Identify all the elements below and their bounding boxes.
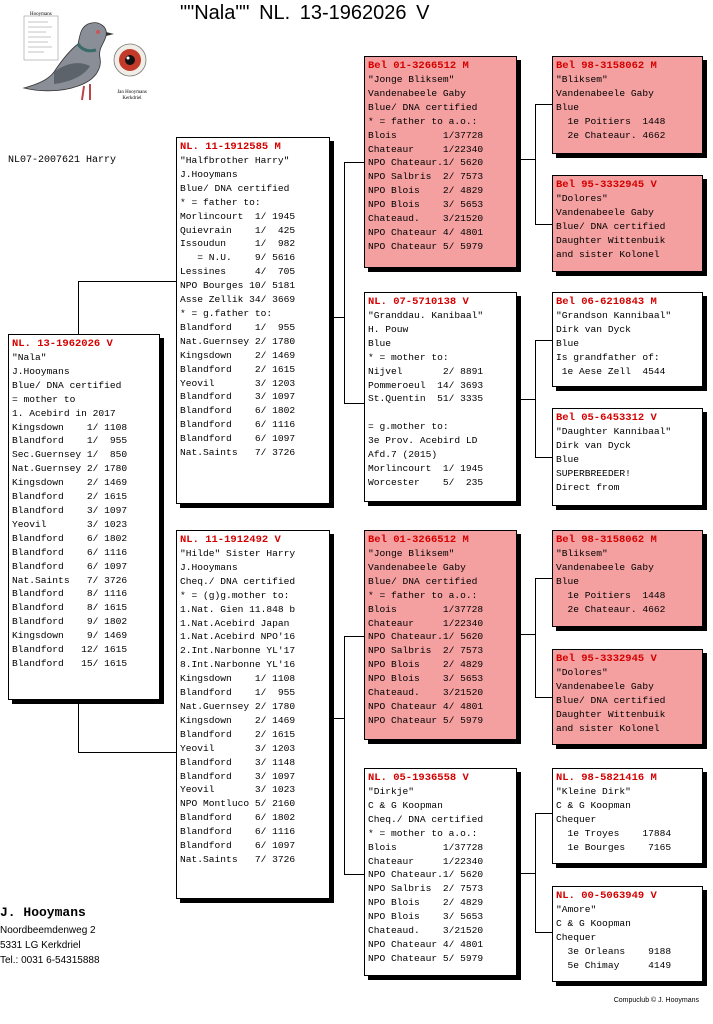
sire-note: NL07-2007621 Harry	[8, 155, 117, 166]
card-line: Vandenabeele Gaby	[368, 561, 466, 573]
connector	[78, 281, 79, 336]
card-line: Blandford 8/ 1116	[12, 588, 128, 600]
card-line: Morlincourt 1/ 1945	[368, 462, 484, 474]
dss-card	[552, 530, 703, 627]
footer-credit: Compuclub © J. Hooymans	[613, 997, 699, 1004]
card-line: NPO Chateaur 4/ 4801	[368, 938, 484, 950]
ring-number: Bel 98-3158062 M	[556, 534, 657, 546]
card-line: Blandford 12/ 1615	[12, 644, 128, 656]
card-line: Issoudun 1/ 982	[180, 238, 296, 250]
card-line: NPO Salbris 2/ 7573	[368, 645, 484, 657]
card-line: 2e Chateaur. 4662	[556, 129, 666, 141]
card-line: NPO Blois 2/ 4829	[368, 897, 484, 909]
card-line: Blue/ DNA certified	[368, 101, 478, 113]
card-line: 2e Chateaur. 4662	[556, 603, 666, 615]
card-line: 1. Acebird in 2017	[12, 407, 116, 419]
card-line: Blue/ DNA certified	[12, 379, 122, 391]
card-line: J.Hooymans	[180, 561, 238, 573]
sire-dam-card	[364, 292, 517, 502]
card-line: Blandford 6/ 1116	[180, 826, 296, 838]
card-line: Morlincourt 1/ 1945	[180, 210, 296, 222]
card-line: "Halfbrother Harry"	[180, 155, 290, 166]
card-line: Blois 1/37728	[368, 129, 484, 141]
card-line: Vandenabeele Gaby	[556, 680, 654, 692]
connector	[78, 281, 178, 282]
card-line: Blandford 6/ 1116	[180, 419, 296, 431]
card-line: Kingsdown 1/ 1108	[180, 673, 296, 685]
card-line: * = mother to a.o.:	[368, 827, 478, 839]
card-line: Kingsdown 2/ 1469	[180, 349, 296, 361]
card-line: Blandford 6/ 1097	[12, 560, 128, 572]
card-line: Blue	[556, 453, 580, 465]
card-line: * = g.father to:	[180, 307, 273, 319]
card-line: Cheq./ DNA certified	[368, 813, 484, 825]
card-line: C & G Koopman	[368, 799, 443, 811]
card-line: NPO Montluco 5/ 2160	[180, 798, 296, 810]
card-line: 3e Orleans 9188	[556, 945, 672, 957]
card-line: H. Pouw	[368, 323, 409, 335]
card-line: Nat.Guernsey 2/ 1780	[12, 463, 128, 475]
connector	[344, 874, 364, 875]
connector	[535, 340, 552, 341]
card-line: Chateaur 1/22340	[368, 855, 484, 867]
connector	[344, 162, 345, 403]
card-line: 1e Poitiers 1448	[556, 589, 666, 601]
card-line: Cheq./ DNA certified	[180, 575, 296, 587]
card-line: Chateaud. 3/21520	[368, 925, 484, 937]
connector	[535, 932, 552, 933]
card-line: Blue/ DNA certified	[180, 182, 290, 194]
card-line: 2.Int.Narbonne YL'17	[180, 645, 296, 657]
card-line: 1.Nat.Acebird NPO'16	[180, 631, 296, 643]
connector	[330, 718, 344, 719]
card-line: Blandford 1/ 955	[180, 321, 296, 333]
sire-card	[176, 137, 330, 504]
card-line: "Dirkje"	[368, 786, 415, 797]
card-line: "Grandson Kannibaal"	[556, 310, 672, 321]
card-line: Nat.Saints 7/ 3726	[180, 447, 296, 459]
card-line: NPO Blois 3/ 5653	[368, 673, 484, 685]
ddd-card	[552, 886, 703, 982]
card-line: Blandford 2/ 1615	[180, 728, 296, 740]
card-line: Blois 1/37728	[368, 841, 484, 853]
card-line: NPO Chateaur.1/ 5620	[368, 631, 484, 643]
card-line: NPO Blois 3/ 5653	[368, 911, 484, 923]
card-line: J.Hooymans	[12, 365, 70, 377]
card-line: and sister Kolonel	[556, 722, 660, 734]
card-line: Blandford 9/ 1802	[12, 616, 128, 628]
connector	[535, 104, 552, 105]
card-line: Blandford 6/ 1116	[12, 546, 128, 558]
card-line: NPO Chateaur 5/ 5979	[368, 240, 484, 252]
card-line: Dirk van Dyck	[556, 439, 631, 451]
card-line: Blandford 6/ 1802	[12, 532, 128, 544]
ring-number: Bel 01-3266512 M	[368, 534, 469, 546]
card-line: "Hilde" Sister Harry	[180, 548, 296, 559]
card-line: 1.Nat. Gien 11.848 b	[180, 603, 296, 615]
card-line: Sec.Guernsey 1/ 850	[12, 449, 128, 461]
connector	[535, 457, 552, 458]
card-line: Lessines 4/ 705	[180, 266, 296, 278]
card-line: Yeovil 3/ 1023	[180, 784, 296, 796]
card-line: "Jonge Bliksem"	[368, 74, 455, 85]
ring-number: Bel 01-3266512 M	[368, 60, 469, 72]
logo	[18, 14, 158, 108]
card-line: NPO Blois 2/ 4829	[368, 659, 484, 671]
card-line: Blandford 2/ 1615	[12, 491, 128, 503]
card-line: Blandford 15/ 1615	[12, 657, 128, 669]
card-line: Chateaud. 3/21520	[368, 687, 484, 699]
sds-card	[552, 292, 703, 387]
sss-card	[552, 56, 703, 154]
connector	[517, 399, 535, 400]
card-line: = mother to	[12, 393, 76, 405]
card-line: "Bliksem"	[556, 548, 608, 559]
card-line: Kingsdown 9/ 1469	[12, 630, 128, 642]
card-line: Blandford 1/ 955	[180, 687, 296, 699]
card-line: * = father to:	[180, 196, 261, 208]
card-line: Asse Zellik 34/ 3669	[180, 294, 296, 306]
card-line: Blandford 3/ 1097	[180, 770, 296, 782]
card-line: Chequer	[556, 813, 597, 825]
card-line: 8.Int.Narbonne YL'16	[180, 659, 296, 671]
card-line: Yeovil 3/ 1203	[180, 377, 296, 389]
connector	[535, 578, 552, 579]
card-line: Pommeroeul 14/ 3693	[368, 379, 484, 391]
card-line: Blandford 2/ 1615	[180, 363, 296, 375]
card-line: C & G Koopman	[556, 799, 631, 811]
ring-number: NL. 13-1962026 V	[12, 338, 113, 350]
card-line: St.Quentin 51/ 3335	[368, 393, 484, 405]
card-line: "Dolores"	[556, 193, 608, 204]
card-line: Is grandfather of:	[556, 351, 660, 363]
card-line: Yeovil 3/ 1023	[12, 518, 128, 530]
card-line: Blois 1/37728	[368, 603, 484, 615]
card-line: Blue	[556, 101, 580, 113]
card-line: NPO Chateaur.1/ 5620	[368, 869, 484, 881]
card-line: Blandford 1/ 955	[12, 435, 128, 447]
card-line: Blandford 6/ 1097	[180, 840, 296, 852]
owner-address: Noordbeemdenweg 2	[0, 925, 96, 936]
card-line: Nat.Guernsey 2/ 1780	[180, 335, 296, 347]
ring-number: NL. 11-1912492 V	[180, 534, 281, 546]
card-line: and sister Kolonel	[556, 248, 660, 260]
card-line: Nat.Guernsey 2/ 1780	[180, 700, 296, 712]
card-line: NPO Chateaur 5/ 5979	[368, 952, 484, 964]
card-line: Blandford 6/ 1802	[180, 405, 296, 417]
connector	[535, 340, 536, 457]
card-line: NPO Chateaur 5/ 5979	[368, 714, 484, 726]
card-line: Blandford 8/ 1615	[12, 602, 128, 614]
card-line: Daughter Wittenbuik	[556, 708, 666, 720]
card-line: Kingsdown 2/ 1469	[12, 477, 128, 489]
card-line: "Dolores"	[556, 667, 608, 678]
card-line: Vandenabeele Gaby	[368, 87, 466, 99]
card-line: NPO Blois 2/ 4829	[368, 185, 484, 197]
card-line: Vandenabeele Gaby	[556, 206, 654, 218]
ring-number: NL. 98-5821416 M	[556, 772, 657, 784]
card-line: = g.mother to:	[368, 421, 449, 433]
connector	[344, 162, 364, 163]
card-line: "Jonge Bliksem"	[368, 548, 455, 559]
card-line: "Daughter Kannibaal"	[556, 426, 672, 437]
connector	[535, 697, 552, 698]
dam-sire-card	[364, 530, 517, 740]
ring-number: Bel 95-3332945 V	[556, 179, 657, 191]
card-line: Chateaur 1/22340	[368, 143, 484, 155]
card-line: "Nala"	[12, 352, 47, 363]
card-line: Yeovil 3/ 1203	[180, 742, 296, 754]
dam-card	[176, 530, 330, 899]
card-line: NPO Salbris 2/ 7573	[368, 883, 484, 895]
card-line: * = mother to:	[368, 351, 449, 363]
card-line: Blue	[556, 337, 580, 349]
sire-sire-card	[364, 56, 517, 268]
connector	[330, 317, 344, 318]
connector	[517, 873, 535, 874]
card-line: Nat.Saints 7/ 3726	[180, 853, 296, 865]
card-line: NPO Chateaur 4/ 4801	[368, 700, 484, 712]
connector	[517, 634, 535, 635]
connector	[535, 578, 536, 697]
card-line: Blue	[556, 575, 580, 587]
card-line: 1e Bourges 7165	[556, 841, 672, 853]
page-title: ""Nala"" NL. 13-1962026 V	[180, 2, 430, 24]
card-line: Blue/ DNA certified	[556, 694, 666, 706]
card-line: Dirk van Dyck	[556, 323, 631, 335]
card-line: = N.U. 9/ 5616	[180, 252, 296, 264]
ring-number: Bel 05-6453312 V	[556, 412, 657, 424]
card-line: Nijvel 2/ 8891	[368, 365, 484, 377]
ring-number: Bel 98-3158062 M	[556, 60, 657, 72]
card-line: "Bliksem"	[556, 74, 608, 85]
card-line: Vandenabeele Gaby	[556, 561, 654, 573]
card-line: 1e Poitiers 1448	[556, 115, 666, 127]
owner-name: J. Hooymans	[0, 905, 86, 920]
ssd-card	[552, 175, 703, 272]
card-line: * = father to a.o.:	[368, 589, 478, 601]
connector	[517, 159, 535, 160]
connector	[78, 752, 178, 753]
ring-number: NL. 05-1936558 V	[368, 772, 469, 784]
card-line: 1.Nat.Acebird Japan	[180, 617, 290, 629]
card-line: 1e Aese Zell 4544	[556, 365, 666, 377]
owner-city: 5331 LG Kerkdriel	[0, 940, 81, 951]
card-line: J.Hooymans	[180, 168, 238, 180]
card-line: Chequer	[556, 931, 597, 943]
dds-card	[552, 768, 703, 864]
card-line: Worcester 5/ 235	[368, 476, 484, 488]
logo-caption-right: Jan Hooymans Kerkdriel	[117, 90, 147, 101]
connector	[344, 403, 364, 404]
logo-caption-left: Hooymans	[30, 12, 52, 17]
ring-number: Bel 06-6210843 M	[556, 296, 657, 308]
card-line: C & G Koopman	[556, 917, 631, 929]
card-line: Blandford 3/ 1097	[12, 504, 128, 516]
ring-number: Bel 95-3332945 V	[556, 653, 657, 665]
card-line: "Amore"	[556, 904, 597, 915]
card-line: Kingsdown 1/ 1108	[12, 421, 128, 433]
dam-dam-card	[364, 768, 517, 976]
ring-number: NL. 07-5710138 V	[368, 296, 469, 308]
card-line: "Granddau. Kanibaal"	[368, 310, 484, 321]
card-line: Blandford 6/ 1097	[180, 433, 296, 445]
card-line: * = father to a.o.:	[368, 115, 478, 127]
card-line: Blue	[368, 337, 392, 349]
card-line: SUPERBREEDER!	[556, 467, 631, 479]
connector	[535, 813, 536, 932]
card-line: Blandford 6/ 1802	[180, 812, 296, 824]
card-line: Direct from	[556, 481, 620, 493]
card-line: Chateaud. 3/21520	[368, 213, 484, 225]
card-line: Afd.7 (2015)	[368, 449, 438, 461]
connector	[535, 224, 552, 225]
card-line: Quievrain 1/ 425	[180, 224, 296, 236]
card-line: 1e Troyes 17884	[556, 827, 672, 839]
card-line: NPO Chateaur 4/ 4801	[368, 226, 484, 238]
card-line: Daughter Wittenbuik	[556, 234, 666, 246]
connector	[78, 700, 79, 752]
card-line: NPO Bourges 10/ 5181	[180, 280, 296, 292]
card-line: Kingsdown 2/ 1469	[180, 714, 296, 726]
ring-number: NL. 00-5063949 V	[556, 890, 657, 902]
subject-card	[8, 334, 160, 700]
card-line: Blandford 3/ 1097	[180, 391, 296, 403]
card-line: Chateaur 1/22340	[368, 617, 484, 629]
card-line: NPO Chateaur.1/ 5620	[368, 157, 484, 169]
connector	[535, 104, 536, 224]
dsd-card	[552, 649, 703, 745]
connector	[344, 636, 364, 637]
card-line: NPO Blois 3/ 5653	[368, 199, 484, 211]
card-line: "Kleine Dirk"	[556, 786, 631, 797]
card-line: Blandford 3/ 1148	[180, 756, 296, 768]
owner-phone: Tel.: 0031 6-54315888	[0, 955, 100, 966]
ring-number: NL. 11-1912585 M	[180, 141, 281, 153]
connector	[344, 636, 345, 874]
card-line: Nat.Saints 7/ 3726	[12, 574, 128, 586]
sdd-card	[552, 408, 703, 506]
connector	[535, 813, 552, 814]
card-line: Vandenabeele Gaby	[556, 87, 654, 99]
card-line: * = (g)g.mother to:	[180, 589, 290, 601]
card-line: NPO Salbris 2/ 7573	[368, 171, 484, 183]
card-line: 5e Chimay 4149	[556, 959, 672, 971]
card-line	[368, 406, 513, 420]
card-line: Blue/ DNA certified	[368, 575, 478, 587]
card-line: Blue/ DNA certified	[556, 220, 666, 232]
card-line: 3e Prov. Acebird LD	[368, 435, 478, 447]
